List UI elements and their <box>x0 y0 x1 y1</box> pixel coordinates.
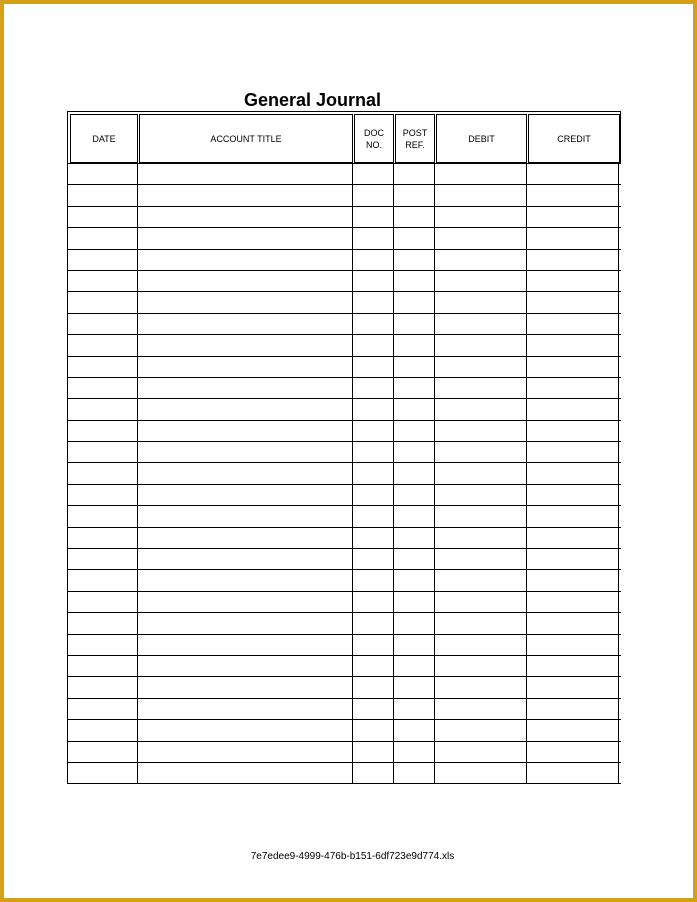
cell-account-title <box>137 399 352 419</box>
cell-account-title <box>137 335 352 355</box>
cell-debit <box>434 442 526 462</box>
column-header-account-title: ACCOUNT TITLE <box>139 114 353 163</box>
cell-date <box>67 271 137 291</box>
cell-account-title <box>137 485 352 505</box>
cell-credit <box>526 421 619 441</box>
cell-account-title <box>137 292 352 312</box>
cell-doc-no <box>352 699 393 719</box>
cell-account-title <box>137 314 352 334</box>
cell-date <box>67 570 137 590</box>
cell-account-title <box>137 549 352 569</box>
cell-account-title <box>137 421 352 441</box>
cell-debit <box>434 228 526 248</box>
cell-date <box>67 164 137 184</box>
cell-doc-no <box>352 271 393 291</box>
journal-row <box>67 228 621 249</box>
cell-doc-no <box>352 677 393 697</box>
cell-date <box>67 592 137 612</box>
cell-doc-no <box>352 250 393 270</box>
cell-date <box>67 506 137 526</box>
cell-debit <box>434 742 526 762</box>
cell-date <box>67 421 137 441</box>
cell-credit <box>526 677 619 697</box>
journal-row <box>67 613 621 634</box>
cell-date <box>67 228 137 248</box>
journal-row <box>67 314 621 335</box>
cell-date <box>67 463 137 483</box>
cell-credit <box>526 763 619 783</box>
journal-row <box>67 485 621 506</box>
journal-row <box>67 250 621 271</box>
cell-date <box>67 335 137 355</box>
cell-post-ref <box>393 442 434 462</box>
cell-post-ref <box>393 185 434 205</box>
journal-row <box>67 549 621 570</box>
cell-date <box>67 399 137 419</box>
cell-debit <box>434 592 526 612</box>
cell-credit <box>526 357 619 377</box>
cell-date <box>67 763 137 783</box>
cell-doc-no <box>352 442 393 462</box>
column-header-debit: DEBIT <box>436 114 527 163</box>
cell-credit <box>526 570 619 590</box>
journal-row <box>67 677 621 698</box>
cell-credit <box>526 399 619 419</box>
journal-row <box>67 357 621 378</box>
cell-account-title <box>137 592 352 612</box>
cell-debit <box>434 314 526 334</box>
file-name-footer: 7e7edee9-4999-476b-b151-6df723e9d774.xls <box>250 851 455 862</box>
cell-account-title <box>137 506 352 526</box>
cell-debit <box>434 570 526 590</box>
cell-post-ref <box>393 506 434 526</box>
cell-date <box>67 613 137 633</box>
cell-post-ref <box>393 271 434 291</box>
cell-doc-no <box>352 357 393 377</box>
cell-doc-no <box>352 656 393 676</box>
cell-credit <box>526 463 619 483</box>
cell-post-ref <box>393 485 434 505</box>
journal-row <box>67 164 621 185</box>
cell-debit <box>434 485 526 505</box>
cell-debit <box>434 506 526 526</box>
cell-account-title <box>137 164 352 184</box>
cell-credit <box>526 378 619 398</box>
column-header-post-ref: POST REF. <box>395 114 435 163</box>
journal-body <box>67 164 621 784</box>
cell-account-title <box>137 720 352 740</box>
cell-post-ref <box>393 357 434 377</box>
cell-account-title <box>137 635 352 655</box>
cell-post-ref <box>393 164 434 184</box>
cell-doc-no <box>352 720 393 740</box>
journal-row <box>67 207 621 228</box>
cell-debit <box>434 463 526 483</box>
cell-account-title <box>137 570 352 590</box>
cell-credit <box>526 485 619 505</box>
cell-doc-no <box>352 463 393 483</box>
cell-debit <box>434 549 526 569</box>
cell-post-ref <box>393 399 434 419</box>
journal-row <box>67 185 621 206</box>
cell-account-title <box>137 656 352 676</box>
column-header-date: DATE <box>70 114 138 163</box>
cell-post-ref <box>393 742 434 762</box>
cell-account-title <box>137 742 352 762</box>
cell-debit <box>434 635 526 655</box>
journal-row <box>67 720 621 741</box>
cell-credit <box>526 592 619 612</box>
cell-account-title <box>137 207 352 227</box>
cell-post-ref <box>393 656 434 676</box>
cell-credit <box>526 720 619 740</box>
cell-date <box>67 699 137 719</box>
cell-debit <box>434 399 526 419</box>
cell-doc-no <box>352 185 393 205</box>
journal-row <box>67 763 621 784</box>
cell-credit <box>526 613 619 633</box>
cell-debit <box>434 613 526 633</box>
journal-row <box>67 699 621 720</box>
cell-debit <box>434 185 526 205</box>
journal-row <box>67 506 621 527</box>
journal-header <box>67 111 621 164</box>
cell-date <box>67 378 137 398</box>
cell-debit <box>434 292 526 312</box>
cell-credit <box>526 292 619 312</box>
cell-post-ref <box>393 314 434 334</box>
cell-doc-no <box>352 399 393 419</box>
cell-doc-no <box>352 570 393 590</box>
cell-account-title <box>137 271 352 291</box>
cell-doc-no <box>352 742 393 762</box>
cell-debit <box>434 250 526 270</box>
cell-credit <box>526 250 619 270</box>
cell-post-ref <box>393 699 434 719</box>
cell-debit <box>434 207 526 227</box>
cell-credit <box>526 656 619 676</box>
cell-debit <box>434 378 526 398</box>
cell-date <box>67 742 137 762</box>
cell-post-ref <box>393 335 434 355</box>
cell-account-title <box>137 677 352 697</box>
cell-debit <box>434 720 526 740</box>
cell-doc-no <box>352 592 393 612</box>
cell-date <box>67 635 137 655</box>
cell-credit <box>526 506 619 526</box>
cell-credit <box>526 528 619 548</box>
cell-credit <box>526 549 619 569</box>
cell-doc-no <box>352 485 393 505</box>
cell-doc-no <box>352 528 393 548</box>
journal-row <box>67 399 621 420</box>
journal-row <box>67 421 621 442</box>
journal-row <box>67 592 621 613</box>
cell-debit <box>434 164 526 184</box>
cell-credit <box>526 442 619 462</box>
cell-debit <box>434 656 526 676</box>
journal-row <box>67 656 621 677</box>
cell-account-title <box>137 378 352 398</box>
cell-credit <box>526 635 619 655</box>
cell-doc-no <box>352 314 393 334</box>
cell-post-ref <box>393 763 434 783</box>
cell-post-ref <box>393 677 434 697</box>
cell-date <box>67 720 137 740</box>
cell-date <box>67 528 137 548</box>
cell-credit <box>526 207 619 227</box>
cell-doc-no <box>352 549 393 569</box>
cell-credit <box>526 335 619 355</box>
cell-doc-no <box>352 378 393 398</box>
page-title: General Journal <box>243 90 382 110</box>
cell-post-ref <box>393 250 434 270</box>
journal-row <box>67 528 621 549</box>
cell-doc-no <box>352 292 393 312</box>
cell-account-title <box>137 228 352 248</box>
column-header-doc-no: DOC NO. <box>354 114 394 163</box>
cell-post-ref <box>393 635 434 655</box>
cell-post-ref <box>393 613 434 633</box>
cell-doc-no <box>352 164 393 184</box>
cell-account-title <box>137 357 352 377</box>
cell-credit <box>526 271 619 291</box>
cell-account-title <box>137 528 352 548</box>
cell-date <box>67 185 137 205</box>
cell-debit <box>434 677 526 697</box>
cell-account-title <box>137 613 352 633</box>
cell-debit <box>434 421 526 441</box>
cell-post-ref <box>393 421 434 441</box>
cell-credit <box>526 742 619 762</box>
cell-date <box>67 442 137 462</box>
cell-account-title <box>137 185 352 205</box>
journal-row <box>67 635 621 656</box>
journal-row <box>67 742 621 763</box>
cell-debit <box>434 699 526 719</box>
cell-date <box>67 314 137 334</box>
cell-credit <box>526 228 619 248</box>
cell-credit <box>526 699 619 719</box>
cell-debit <box>434 763 526 783</box>
cell-post-ref <box>393 528 434 548</box>
cell-doc-no <box>352 763 393 783</box>
cell-account-title <box>137 463 352 483</box>
cell-account-title <box>137 442 352 462</box>
cell-account-title <box>137 763 352 783</box>
cell-debit <box>434 335 526 355</box>
cell-post-ref <box>393 463 434 483</box>
cell-doc-no <box>352 207 393 227</box>
cell-post-ref <box>393 720 434 740</box>
cell-post-ref <box>393 549 434 569</box>
cell-date <box>67 656 137 676</box>
cell-date <box>67 549 137 569</box>
cell-post-ref <box>393 292 434 312</box>
cell-post-ref <box>393 207 434 227</box>
cell-doc-no <box>352 228 393 248</box>
cell-account-title <box>137 250 352 270</box>
journal-row <box>67 570 621 591</box>
cell-date <box>67 292 137 312</box>
journal-row <box>67 463 621 484</box>
cell-credit <box>526 185 619 205</box>
cell-debit <box>434 357 526 377</box>
cell-date <box>67 357 137 377</box>
journal-row <box>67 442 621 463</box>
cell-debit <box>434 528 526 548</box>
cell-account-title <box>137 699 352 719</box>
cell-date <box>67 250 137 270</box>
cell-doc-no <box>352 421 393 441</box>
cell-post-ref <box>393 228 434 248</box>
cell-post-ref <box>393 570 434 590</box>
cell-credit <box>526 164 619 184</box>
cell-doc-no <box>352 613 393 633</box>
cell-post-ref <box>393 592 434 612</box>
cell-date <box>67 677 137 697</box>
cell-credit <box>526 314 619 334</box>
cell-date <box>67 485 137 505</box>
cell-debit <box>434 271 526 291</box>
column-header-credit: CREDIT <box>528 114 620 163</box>
cell-post-ref <box>393 378 434 398</box>
cell-doc-no <box>352 635 393 655</box>
journal-row <box>67 292 621 313</box>
journal-row <box>67 378 621 399</box>
journal-row <box>67 335 621 356</box>
journal-row <box>67 271 621 292</box>
cell-date <box>67 207 137 227</box>
cell-doc-no <box>352 335 393 355</box>
cell-doc-no <box>352 506 393 526</box>
